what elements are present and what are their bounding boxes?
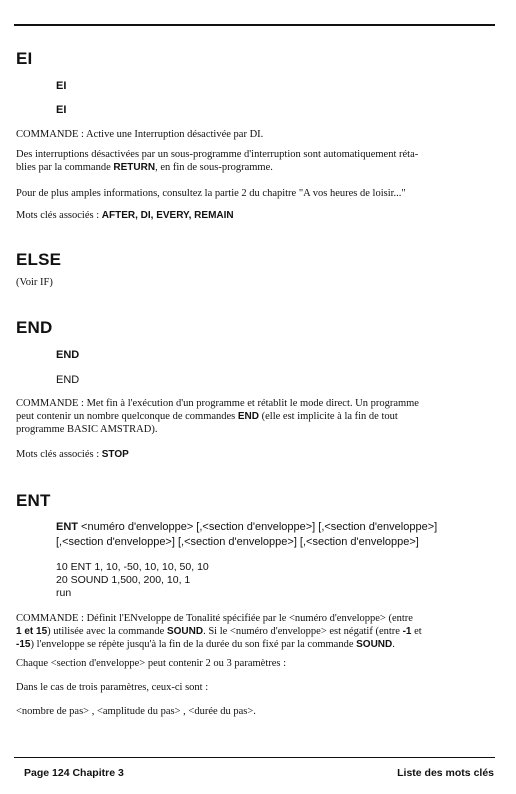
code-line: 20 SOUND 1,500, 200, 10, 1 bbox=[56, 574, 191, 586]
ei-command-description: COMMANDE : Active une Interruption désactivée par DI. bbox=[16, 129, 264, 140]
keyword-end: END bbox=[237, 411, 260, 422]
ent-paragraph-1: Chaque <section d'enveloppe> peut contenir 2 ou 3 paramètres : bbox=[16, 658, 287, 669]
footer-page-number: Page 124 Chapitre 3 bbox=[24, 767, 124, 779]
else-note: (Voir IF) bbox=[16, 277, 53, 288]
ei-paragraph-1-line-1: Des interruptions désactivées par un sous-programme d'interruption sont automatiquement réta- bbox=[16, 149, 419, 160]
code-line: run bbox=[56, 587, 72, 599]
bottom-rule bbox=[14, 757, 495, 758]
ent-command-description bbox=[16, 612, 500, 651]
end-cmd-line-1: COMMANDE : Met fin à l'exécution d'un programme et rétablit le mode direct. Un programme bbox=[16, 398, 419, 409]
end-cmd-line-3: programme BASIC AMSTRAD). bbox=[16, 424, 158, 435]
end-syntax-1: END bbox=[56, 349, 80, 361]
ei-syntax-1: EI bbox=[56, 80, 67, 92]
keyword-return: RETURN bbox=[113, 162, 156, 173]
ent-cmd-line-2: 1 et 15) utilisée avec la commande SOUND. Si le <numéro d'enveloppe> est négatif (entre -1 et bbox=[16, 626, 422, 637]
section-heading-ent: ENT bbox=[16, 491, 51, 510]
ent-paragraph-3: <nombre de pas> , <amplitude du pas> , <durée du pas>. bbox=[16, 706, 256, 717]
section-heading-ei: EI bbox=[16, 49, 33, 68]
ei-paragraph-2: Pour de plus amples informations, consultez la partie 2 du chapitre "A vos heures de loisir..." bbox=[16, 188, 406, 199]
ent-code-example bbox=[56, 561, 209, 600]
ent-paragraph-2: Dans le cas de trois paramètres, ceux-ci sont : bbox=[16, 682, 209, 693]
end-cmd-line-2: peut contenir un nombre quelconque de commandes END (elle est implicite à la fin de tout bbox=[16, 411, 398, 422]
section-heading-end: END bbox=[16, 318, 53, 337]
ei-paragraph-1-line-2: blies par la commande RETURN, en fin de sous-programme. bbox=[16, 162, 273, 173]
ei-paragraph-1 bbox=[16, 148, 500, 174]
ei-related-keywords: Mots clés associés : AFTER, DI, EVERY, REMAIN bbox=[16, 210, 234, 221]
ei-syntax-2: EI bbox=[56, 104, 67, 116]
ent-cmd-line-3: -15) l'enveloppe se répète jusqu'à la fin de la durée du son fixé par la commande SOUND. bbox=[16, 639, 395, 650]
code-line: 10 ENT 1, 10, -50, 10, 10, 50, 10 bbox=[56, 561, 209, 573]
keyword-sound: SOUND bbox=[356, 639, 393, 650]
top-rule bbox=[14, 24, 495, 26]
ent-syntax-line-2: [,<section d'enveloppe>] [,<section d'enveloppe>] [,<section d'enveloppe>] bbox=[56, 536, 419, 548]
keyword-sound: SOUND bbox=[166, 626, 204, 637]
ent-cmd-line-1: COMMANDE : Définit l'ENveloppe de Tonalité spécifiée par le <numéro d'enveloppe> (entre bbox=[16, 613, 413, 624]
section-heading-else: ELSE bbox=[16, 250, 62, 269]
footer-section-title: Liste des mots clés bbox=[397, 767, 494, 779]
ent-syntax-line-1: ENT <numéro d'enveloppe> [,<section d'enveloppe>] [,<section d'enveloppe>] bbox=[56, 521, 438, 533]
end-related-list: STOP bbox=[101, 449, 129, 460]
ent-syntax bbox=[56, 520, 506, 550]
end-syntax-2: END bbox=[56, 374, 80, 386]
ei-related-list: AFTER, DI, EVERY, REMAIN bbox=[101, 210, 234, 221]
end-related-keywords: Mots clés associés : STOP bbox=[16, 449, 129, 460]
end-command-description bbox=[16, 397, 500, 436]
